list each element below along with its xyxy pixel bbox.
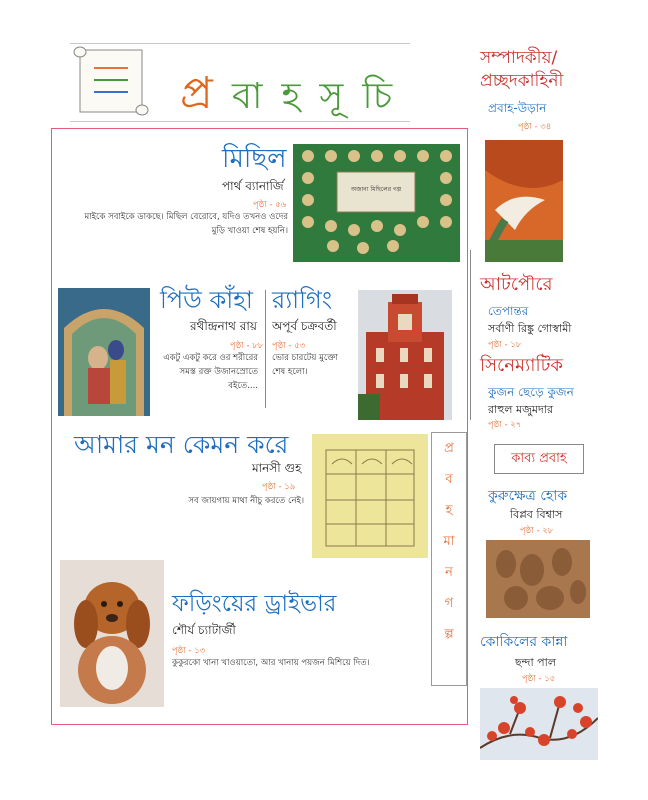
kabya-prabaha-label: কাব্য প্রবাহ bbox=[494, 444, 584, 474]
kurukshetra-relief-image[interactable] bbox=[486, 540, 590, 618]
story-title-michhil[interactable]: মিছিল bbox=[222, 144, 287, 174]
story-excerpt-amar-mon: সব জায়গায় মাথা নীচু করতে নেই। bbox=[188, 496, 304, 506]
palash-flowers-image[interactable] bbox=[480, 688, 598, 760]
story-title-foring[interactable]: ফড়িংয়ের ড্রাইভার bbox=[172, 591, 337, 617]
michhil-illustration[interactable] bbox=[293, 144, 460, 262]
sidebar-editorial-page: পৃষ্ঠা - ৩৪ bbox=[518, 122, 552, 132]
story-excerpt-foring: কুকুরকো খানা খাওয়াতো, আর খানায় পয়জন মিশিয়ে দিত। bbox=[172, 658, 370, 668]
vertical-char: ন bbox=[445, 565, 453, 580]
scroll-icon bbox=[72, 44, 150, 118]
title-char: বা bbox=[231, 76, 263, 117]
sidebar-kurukshetra-page: পৃষ্ঠা - ২৮ bbox=[520, 526, 554, 536]
vertical-char: গ bbox=[444, 596, 454, 611]
page-title bbox=[180, 60, 406, 119]
vertical-char: প্র bbox=[444, 441, 454, 456]
sidebar-editorial-sub[interactable]: প্রবাহ-উড়ান bbox=[488, 101, 547, 115]
sidebar-cinematic-page: পৃষ্ঠা - ২৭ bbox=[488, 420, 522, 430]
title-char: হ bbox=[281, 76, 301, 117]
story-excerpt-michhil: মাইকে সবাইকে ডাকছে। মিছিল বেরোবে, যদিও তখনও ওদের মুড়ি খাওয়া শেষ হয়নি। bbox=[84, 212, 288, 236]
story-divider bbox=[265, 290, 266, 408]
sidebar-kurukshetra-title[interactable]: কুরুক্ষেত্র হোক bbox=[488, 488, 568, 504]
vertical-char: ল্প bbox=[444, 627, 454, 642]
sidebar-kokiler-author: ছন্দা পাল bbox=[515, 656, 557, 669]
dog-photo[interactable] bbox=[60, 560, 164, 707]
prabahaman-golpo-label bbox=[431, 432, 467, 686]
sidebar-kokiler-page: পৃষ্ঠা - ১৫ bbox=[522, 674, 556, 684]
sidebar-divider bbox=[470, 250, 471, 420]
story-author-piu-kanha: রথীন্দ্রনাথ রায় bbox=[190, 319, 257, 333]
story-page-amar-mon: পৃষ্ঠা - ১৯ bbox=[262, 482, 296, 492]
sidebar-atpoure-author: সর্বাণী রিঙ্কু গোস্বামী bbox=[488, 322, 572, 335]
title-char: প্র bbox=[180, 68, 213, 119]
sidebar-atpoure-title[interactable]: আটপৌরে bbox=[480, 274, 553, 295]
story-author-michhil: পার্থ ব্যানার্জি bbox=[222, 179, 284, 193]
amar-mon-sketch[interactable] bbox=[312, 434, 428, 558]
story-excerpt-piu-kanha: একটু একটু করে ওর শরীরের সমস্ত রক্ত উজানস্রোতে বইতে.... bbox=[163, 353, 258, 391]
story-title-amar-mon[interactable]: আমার মন কেমন করে bbox=[74, 430, 289, 459]
story-author-ragging: অপূর্ব চক্রবর্তী bbox=[272, 319, 337, 333]
story-page-foring: পৃষ্ঠা - ১৩ bbox=[172, 646, 206, 656]
vertical-char: মা bbox=[443, 534, 455, 549]
title-char: সূ bbox=[319, 76, 344, 117]
sidebar-atpoure-page: পৃষ্ঠা - ১৮ bbox=[488, 340, 522, 350]
sidebar-cinematic-author: রাহুল মজুমদার bbox=[488, 403, 554, 416]
story-page-piu-kanha: পৃষ্ঠা - ৮৮ bbox=[230, 341, 264, 351]
story-author-amar-mon: মানসী গুহ bbox=[252, 461, 302, 475]
story-author-foring: শৌর্য চ্যাটার্জী bbox=[172, 623, 236, 637]
sidebar-atpoure-sub[interactable]: তেপান্তর bbox=[488, 304, 529, 318]
sidebar-cinematic-title[interactable]: সিনেম্যাটিক bbox=[480, 355, 564, 376]
story-page-ragging: পৃষ্ঠা - ৫৩ bbox=[272, 341, 306, 351]
cover-bird-painting[interactable] bbox=[485, 140, 563, 262]
ragging-building-photo[interactable] bbox=[358, 290, 452, 420]
sidebar-cinematic-sub[interactable]: কুজন ছেড়ে কুজন bbox=[488, 385, 574, 399]
title-char: চি bbox=[362, 76, 393, 117]
vertical-char: ব bbox=[445, 472, 453, 487]
story-title-ragging[interactable]: র‍্যাগিং bbox=[272, 286, 333, 314]
sidebar-kurukshetra-author: বিপ্লব বিশ্বাস bbox=[510, 508, 563, 521]
sidebar-editorial-title-2[interactable]: প্রচ্ছদকাহিনী bbox=[480, 71, 564, 91]
story-title-piu-kanha[interactable]: পিউ কাঁহা bbox=[160, 286, 253, 314]
sidebar-kokiler-title[interactable]: কোকিলের কান্না bbox=[480, 634, 568, 650]
michhil-image-caption: অজানা মিছিলের গল্প bbox=[350, 186, 402, 193]
story-page-michhil: পৃষ্ঠা - ৫৬ bbox=[253, 200, 287, 210]
sidebar-editorial-title-1[interactable]: সম্পাদকীয়/ bbox=[480, 48, 558, 68]
piu-kanha-illustration[interactable] bbox=[58, 288, 150, 416]
vertical-char: হ bbox=[445, 503, 453, 518]
story-excerpt-ragging: ভোর চারটেয় মুক্তো শেষ হলো। bbox=[272, 353, 338, 377]
